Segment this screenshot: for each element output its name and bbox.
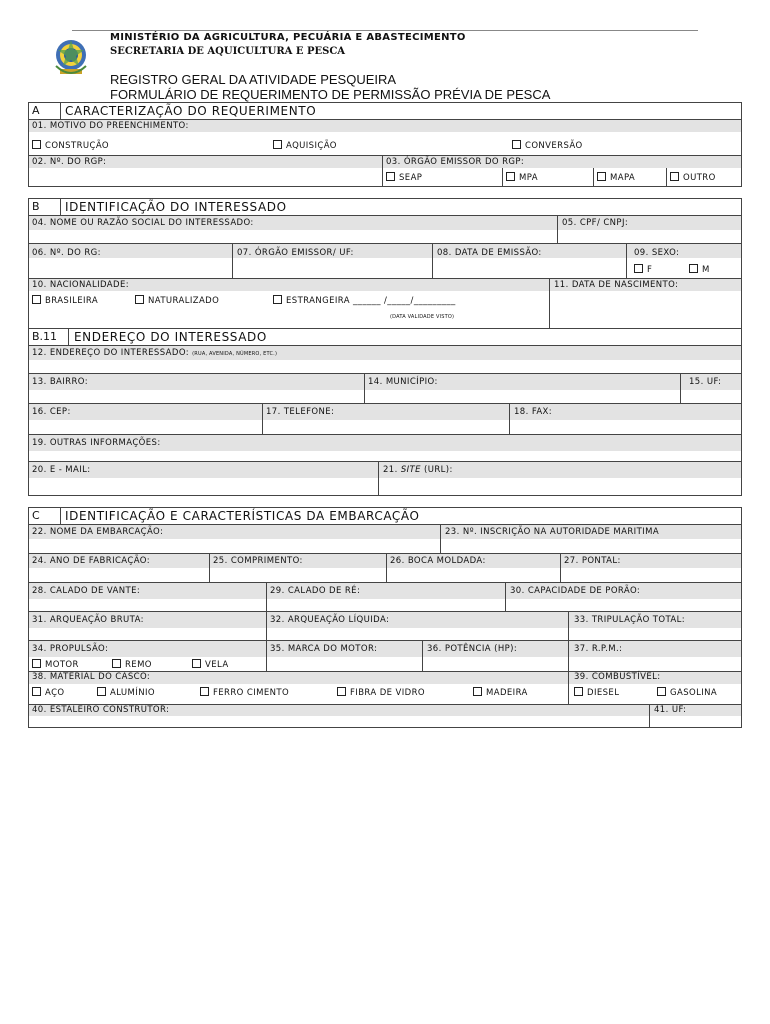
field-label: 19. OUTRAS INFORMAÇÕES:: [32, 438, 161, 448]
header-rule: [72, 30, 698, 31]
checkbox-icon: [657, 687, 666, 696]
checkbox-diesel[interactable]: DIESEL: [574, 687, 619, 699]
checkbox-icon: [473, 687, 482, 696]
row-40-41[interactable]: [29, 705, 741, 728]
field-label: 01. MOTIVO DO PREENCHIMENTO:: [32, 121, 189, 131]
field-label: 08. DATA DE EMISSÃO:: [437, 248, 542, 258]
field-label: 40. ESTALEIRO CONSTRUTOR:: [32, 705, 170, 715]
checkbox-icon: [32, 687, 41, 696]
visa-note: (DATA VALIDADE VISTO): [390, 314, 455, 320]
checkbox-motor[interactable]: MOTOR: [32, 659, 79, 671]
row-20-21[interactable]: [29, 462, 741, 496]
field-label: 11. DATA DE NASCIMENTO:: [554, 280, 679, 290]
checkbox-icon: [112, 659, 121, 668]
field-label: 04. NOME OU RAZÃO SOCIAL DO INTERESSADO:: [32, 218, 254, 228]
checkbox-icon: [689, 264, 698, 273]
row-10-11: [29, 279, 741, 329]
checkbox-aquisicao[interactable]: AQUISIÇÃO: [273, 140, 337, 152]
checkbox-icon: [386, 172, 395, 181]
checkbox-mapa[interactable]: MAPA: [597, 172, 635, 184]
field-label: 09. SEXO:: [634, 248, 680, 258]
section-a-header: [29, 103, 741, 120]
coat-of-arms-icon: [50, 36, 92, 78]
checkbox-icon: [670, 172, 679, 181]
row-19[interactable]: [29, 435, 741, 461]
checkbox-icon: [634, 264, 643, 273]
field-label: 41. UF:: [654, 705, 687, 715]
field-label: 27. PONTAL:: [564, 556, 621, 566]
field-label: 03. ÓRGÃO EMISSOR DO RGP:: [386, 157, 525, 167]
checkbox-icon: [97, 687, 106, 696]
checkbox-fibra-vidro[interactable]: FIBRA DE VIDRO: [337, 687, 425, 699]
field-label: 30. CAPACIDADE DE PORÃO:: [510, 586, 641, 596]
section-title: ENDEREÇO DO INTERESSADO: [74, 330, 267, 344]
checkbox-icon: [337, 687, 346, 696]
section-title: CARACTERIZAÇÃO DO REQUERIMENTO: [65, 104, 317, 118]
checkbox-outro[interactable]: OUTRO: [670, 172, 716, 184]
row-16-18[interactable]: [29, 404, 741, 434]
checkbox-sex-f[interactable]: F: [634, 264, 652, 276]
field-label: 13. BAIRRO:: [32, 377, 88, 387]
field-label: 23. Nº. INSCRIÇÃO NA AUTORIDADE MARITIMA: [445, 527, 660, 537]
checkbox-icon: [273, 295, 282, 304]
checkbox-remo[interactable]: REMO: [112, 659, 152, 671]
field-label: 20. E - MAIL:: [32, 465, 91, 475]
section-code: B.11: [29, 329, 69, 345]
checkbox-ferro-cimento[interactable]: FERRO CIMENTO: [200, 687, 289, 699]
checkbox-icon: [512, 140, 521, 149]
section-b: [28, 198, 742, 329]
field-label: 17. TELEFONE:: [266, 407, 335, 417]
section-a: [28, 102, 742, 187]
secretariat-name: SECRETARIA DE AQUICULTURA E PESCA: [110, 46, 346, 57]
field-label: 32. ARQUEAÇÃO LÍQUIDA:: [270, 615, 390, 625]
field-label: 39. COMBUSTÍVEL:: [574, 672, 661, 682]
section-c: [28, 507, 742, 728]
checkbox-mpa[interactable]: MPA: [506, 172, 538, 184]
checkbox-madeira[interactable]: MADEIRA: [473, 687, 528, 699]
field-label: 07. ÓRGÃO EMISSOR/ UF:: [237, 248, 354, 258]
field-label: 12. ENDEREÇO DO INTERESSADO: (RUA, AVENIDA, NÚMERO, ETC.): [32, 348, 278, 358]
row-12[interactable]: [29, 346, 741, 373]
checkbox-icon: [506, 172, 515, 181]
row-22-23[interactable]: [29, 525, 741, 553]
field-label: 02. Nº. DO RGP:: [32, 157, 107, 167]
section-b11-header: [29, 329, 741, 346]
checkbox-icon: [32, 659, 41, 668]
field-label: 35. MARCA DO MOTOR:: [270, 644, 378, 654]
field-label: 06. Nº. DO RG:: [32, 248, 101, 258]
row-13-15[interactable]: [29, 374, 741, 403]
checkbox-aco[interactable]: AÇO: [32, 687, 65, 699]
row-38-39: [29, 672, 741, 704]
checkbox-vela[interactable]: VELA: [192, 659, 229, 671]
section-code: B: [29, 199, 61, 215]
row-24-27[interactable]: [29, 554, 741, 582]
field-label: 24. ANO DE FABRICAÇÃO:: [32, 556, 150, 566]
checkbox-naturalizado[interactable]: NATURALIZADO: [135, 295, 219, 307]
checkbox-conversao[interactable]: CONVERSÃO: [512, 140, 583, 152]
checkbox-estrangeira[interactable]: ESTRANGEIRA ______ /_____/_________: [273, 295, 456, 307]
row-31-33[interactable]: [29, 612, 741, 640]
row-02-03: [29, 156, 741, 187]
row-06-09[interactable]: [29, 244, 741, 278]
section-b-header: [29, 199, 741, 216]
section-c-header: [29, 508, 741, 525]
field-label: 18. FAX:: [514, 407, 553, 417]
checkbox-brasileira[interactable]: BRASILEIRA: [32, 295, 98, 307]
section-b11: [28, 328, 742, 496]
checkbox-seap[interactable]: SEAP: [386, 172, 422, 184]
checkbox-icon: [135, 295, 144, 304]
row-28-30[interactable]: [29, 583, 741, 611]
checkbox-icon: [200, 687, 209, 696]
checkbox-icon: [32, 140, 41, 149]
field-label: 26. BOCA MOLDADA:: [390, 556, 486, 566]
checkbox-icon: [597, 172, 606, 181]
checkbox-gasolina[interactable]: GASOLINA: [657, 687, 717, 699]
row-04-05[interactable]: [29, 216, 741, 243]
field-label: 29. CALADO DE RÉ:: [270, 586, 361, 596]
field-label: 36. POTÊNCIA (HP):: [427, 644, 518, 654]
checkbox-icon: [32, 295, 41, 304]
section-code: C: [29, 508, 61, 524]
field-label: 28. CALADO DE VANTE:: [32, 586, 141, 596]
row-34-37: [29, 641, 741, 671]
checkbox-construcao[interactable]: CONSTRUÇÃO: [32, 140, 109, 152]
field-label: 22. NOME DA EMBARCAÇÃO:: [32, 527, 164, 537]
registry-title: REGISTRO GERAL DA ATIVIDADE PESQUEIRA: [110, 72, 397, 87]
form-title: FORMULÁRIO DE REQUERIMENTO DE PERMISSÃO PRÉVIA DE PESCA: [110, 87, 551, 102]
field-label: 05. CPF/ CNPJ:: [562, 218, 629, 228]
field-label: 14. MUNICÍPIO:: [368, 377, 438, 387]
field-label: 34. PROPULSÃO:: [32, 644, 109, 654]
field-label: 33. TRIPULAÇÃO TOTAL:: [574, 615, 685, 625]
field-label: 16. CEP:: [32, 407, 71, 417]
field-label: 38. MATERIAL DO CASCO:: [32, 672, 151, 682]
section-title: IDENTIFICAÇÃO E CARACTERÍSTICAS DA EMBARCAÇÃO: [65, 509, 420, 523]
checkbox-icon: [574, 687, 583, 696]
section-code: A: [29, 103, 61, 119]
checkbox-icon: [273, 140, 282, 149]
field-label: 37. R.P.M.:: [574, 644, 623, 654]
field-label: 25. COMPRIMENTO:: [213, 556, 303, 566]
checkbox-sex-m[interactable]: M: [689, 264, 710, 276]
field-label: 21. SITE (URL):: [383, 465, 453, 475]
field-label: 15. UF:: [689, 377, 722, 387]
checkbox-aluminio[interactable]: ALUMÍNIO: [97, 687, 155, 699]
field-label: 10. NACIONALIDADE:: [32, 280, 129, 290]
row-01: [29, 120, 741, 155]
ministry-name: MINISTÉRIO DA AGRICULTURA, PECUÁRIA E ABASTECIMENTO: [110, 32, 466, 43]
section-title: IDENTIFICAÇÃO DO INTERESSADO: [65, 200, 287, 214]
field-label: 31. ARQUEAÇÃO BRUTA:: [32, 615, 144, 625]
checkbox-icon: [192, 659, 201, 668]
